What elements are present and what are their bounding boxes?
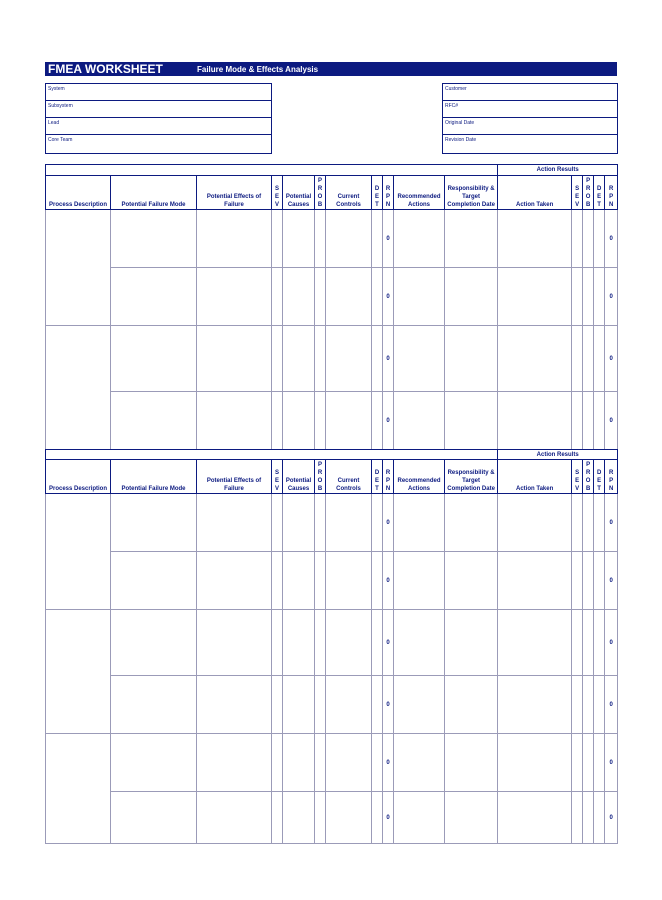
recommended-cell[interactable] bbox=[394, 210, 445, 268]
col-prob: P R O B bbox=[315, 460, 326, 494]
result-det-cell[interactable] bbox=[594, 392, 605, 450]
col-potential-effects: Potential Effects of Failure bbox=[197, 176, 272, 210]
fmea-table-2 bbox=[45, 449, 618, 844]
effects-cell[interactable] bbox=[197, 494, 272, 552]
result-rpn-value: 0 bbox=[605, 210, 618, 268]
sev-cell[interactable] bbox=[272, 268, 283, 326]
result-sev-cell[interactable] bbox=[572, 552, 583, 610]
responsibility-cell[interactable] bbox=[445, 676, 498, 734]
core-team-label: Core Team bbox=[48, 137, 73, 143]
det-cell[interactable] bbox=[372, 268, 383, 326]
result-rpn-value: 0 bbox=[605, 734, 618, 792]
sev-cell[interactable] bbox=[272, 792, 283, 844]
responsibility-cell[interactable] bbox=[445, 552, 498, 610]
controls-cell[interactable] bbox=[326, 210, 372, 268]
rpn-value: 0 bbox=[383, 552, 394, 610]
failure-mode-cell[interactable] bbox=[111, 326, 197, 392]
det-cell[interactable] bbox=[372, 792, 383, 844]
rpn-value: 0 bbox=[383, 268, 394, 326]
col-process-description: Process Description bbox=[46, 460, 111, 494]
result-prob-cell[interactable] bbox=[583, 268, 594, 326]
result-rpn-value: 0 bbox=[605, 676, 618, 734]
responsibility-cell[interactable] bbox=[445, 610, 498, 676]
rpn-value: 0 bbox=[383, 734, 394, 792]
worksheet-title: FMEA WORKSHEET bbox=[48, 62, 163, 76]
action-results-header: Action Results bbox=[498, 450, 618, 460]
col-result-rpn: R P N bbox=[605, 176, 618, 210]
col-responsibility: Responsibility & Target Completion Date bbox=[445, 460, 498, 494]
table-row bbox=[46, 792, 618, 844]
controls-cell[interactable] bbox=[326, 268, 372, 326]
col-result-det: D E T bbox=[594, 176, 605, 210]
result-prob-cell[interactable] bbox=[583, 494, 594, 552]
table-row bbox=[46, 610, 618, 676]
sev-cell[interactable] bbox=[272, 326, 283, 392]
effects-cell[interactable] bbox=[197, 392, 272, 450]
col-result-sev: S E V bbox=[572, 176, 583, 210]
sev-cell[interactable] bbox=[272, 552, 283, 610]
col-sev: S E V bbox=[272, 176, 283, 210]
result-sev-cell[interactable] bbox=[572, 610, 583, 676]
sev-cell[interactable] bbox=[272, 610, 283, 676]
col-responsibility: Responsibility & Target Completion Date bbox=[445, 176, 498, 210]
prob-cell[interactable] bbox=[315, 676, 326, 734]
result-det-cell[interactable] bbox=[594, 676, 605, 734]
result-sev-cell[interactable] bbox=[572, 792, 583, 844]
rpn-value: 0 bbox=[383, 210, 394, 268]
rpn-value: 0 bbox=[383, 792, 394, 844]
causes-cell[interactable] bbox=[283, 676, 315, 734]
failure-mode-cell[interactable] bbox=[111, 268, 197, 326]
failure-mode-cell[interactable] bbox=[111, 792, 197, 844]
result-rpn-value: 0 bbox=[605, 326, 618, 392]
causes-cell[interactable] bbox=[283, 268, 315, 326]
causes-cell[interactable] bbox=[283, 392, 315, 450]
det-cell[interactable] bbox=[372, 326, 383, 392]
result-sev-cell[interactable] bbox=[572, 326, 583, 392]
causes-cell[interactable] bbox=[283, 210, 315, 268]
customer-label: Customer bbox=[445, 86, 467, 92]
responsibility-cell[interactable] bbox=[445, 326, 498, 392]
col-potential-causes: Potential Causes bbox=[283, 460, 315, 494]
table-row bbox=[46, 552, 618, 610]
result-prob-cell[interactable] bbox=[583, 392, 594, 450]
recommended-cell[interactable] bbox=[394, 676, 445, 734]
result-rpn-value: 0 bbox=[605, 392, 618, 450]
prob-cell[interactable] bbox=[315, 494, 326, 552]
det-cell[interactable] bbox=[372, 734, 383, 792]
result-rpn-value: 0 bbox=[605, 268, 618, 326]
controls-cell[interactable] bbox=[326, 610, 372, 676]
col-det: D E T bbox=[372, 176, 383, 210]
det-cell[interactable] bbox=[372, 552, 383, 610]
right-info-box bbox=[442, 83, 618, 154]
col-potential-failure-mode: Potential Failure Mode bbox=[111, 176, 197, 210]
result-sev-cell[interactable] bbox=[572, 392, 583, 450]
controls-cell[interactable] bbox=[326, 552, 372, 610]
result-det-cell[interactable] bbox=[594, 326, 605, 392]
recommended-cell[interactable] bbox=[394, 610, 445, 676]
controls-cell[interactable] bbox=[326, 326, 372, 392]
action-taken-cell[interactable] bbox=[498, 392, 572, 450]
action-taken-cell[interactable] bbox=[498, 676, 572, 734]
col-sev: S E V bbox=[272, 460, 283, 494]
causes-cell[interactable] bbox=[283, 326, 315, 392]
result-det-cell[interactable] bbox=[594, 552, 605, 610]
worksheet-title-bar bbox=[45, 62, 617, 76]
action-taken-cell[interactable] bbox=[498, 610, 572, 676]
result-rpn-value: 0 bbox=[605, 552, 618, 610]
system-field[interactable] bbox=[46, 84, 271, 101]
result-prob-cell[interactable] bbox=[583, 326, 594, 392]
effects-cell[interactable] bbox=[197, 734, 272, 792]
table-row bbox=[46, 392, 618, 450]
table-row bbox=[46, 210, 618, 268]
original-date-label: Original Date bbox=[445, 120, 475, 126]
fmea-table-1 bbox=[45, 164, 618, 450]
controls-cell[interactable] bbox=[326, 734, 372, 792]
result-prob-cell[interactable] bbox=[583, 610, 594, 676]
result-det-cell[interactable] bbox=[594, 494, 605, 552]
prob-cell[interactable] bbox=[315, 734, 326, 792]
result-prob-cell[interactable] bbox=[583, 792, 594, 844]
failure-mode-cell[interactable] bbox=[111, 610, 197, 676]
prob-cell[interactable] bbox=[315, 610, 326, 676]
customer-field[interactable] bbox=[443, 84, 617, 101]
subsystem-label: Subsystem bbox=[48, 103, 73, 109]
controls-cell[interactable] bbox=[326, 676, 372, 734]
lead-label: Lead bbox=[48, 120, 60, 126]
rpn-value: 0 bbox=[383, 494, 394, 552]
effects-cell[interactable] bbox=[197, 326, 272, 392]
result-det-cell[interactable] bbox=[594, 210, 605, 268]
col-det: D E T bbox=[372, 460, 383, 494]
col-result-det: D E T bbox=[594, 460, 605, 494]
det-cell[interactable] bbox=[372, 676, 383, 734]
recommended-cell[interactable] bbox=[394, 552, 445, 610]
process-cell[interactable] bbox=[46, 326, 111, 450]
result-det-cell[interactable] bbox=[594, 792, 605, 844]
result-sev-cell[interactable] bbox=[572, 676, 583, 734]
failure-mode-cell[interactable] bbox=[111, 552, 197, 610]
effects-cell[interactable] bbox=[197, 552, 272, 610]
col-recommended-actions: Recommended Actions bbox=[394, 176, 445, 210]
result-sev-cell[interactable] bbox=[572, 734, 583, 792]
controls-cell[interactable] bbox=[326, 792, 372, 844]
worksheet-section-1 bbox=[45, 164, 617, 450]
effects-cell[interactable] bbox=[197, 610, 272, 676]
result-prob-cell[interactable] bbox=[583, 210, 594, 268]
col-rpn: R P N bbox=[383, 460, 394, 494]
prob-cell[interactable] bbox=[315, 268, 326, 326]
recommended-cell[interactable] bbox=[394, 268, 445, 326]
lead-field[interactable] bbox=[46, 118, 271, 135]
sev-cell[interactable] bbox=[272, 392, 283, 450]
responsibility-cell[interactable] bbox=[445, 792, 498, 844]
causes-cell[interactable] bbox=[283, 552, 315, 610]
action-taken-cell[interactable] bbox=[498, 552, 572, 610]
col-potential-effects: Potential Effects of Failure bbox=[197, 460, 272, 494]
col-current-controls: Current Controls bbox=[326, 460, 372, 494]
result-rpn-value: 0 bbox=[605, 792, 618, 844]
failure-mode-cell[interactable] bbox=[111, 210, 197, 268]
controls-cell[interactable] bbox=[326, 392, 372, 450]
rpn-value: 0 bbox=[383, 326, 394, 392]
failure-mode-cell[interactable] bbox=[111, 676, 197, 734]
result-det-cell[interactable] bbox=[594, 610, 605, 676]
det-cell[interactable] bbox=[372, 610, 383, 676]
recommended-cell[interactable] bbox=[394, 326, 445, 392]
rpn-value: 0 bbox=[383, 392, 394, 450]
result-rpn-value: 0 bbox=[605, 494, 618, 552]
process-cell[interactable] bbox=[46, 494, 111, 610]
worksheet-section-2 bbox=[45, 449, 617, 844]
controls-cell[interactable] bbox=[326, 494, 372, 552]
col-potential-causes: Potential Causes bbox=[283, 176, 315, 210]
prob-cell[interactable] bbox=[315, 326, 326, 392]
action-taken-cell[interactable] bbox=[498, 210, 572, 268]
action-taken-cell[interactable] bbox=[498, 734, 572, 792]
table-row bbox=[46, 676, 618, 734]
col-result-rpn: R P N bbox=[605, 460, 618, 494]
recommended-cell[interactable] bbox=[394, 392, 445, 450]
core-team-field[interactable] bbox=[46, 135, 271, 152]
result-det-cell[interactable] bbox=[594, 268, 605, 326]
result-prob-cell[interactable] bbox=[583, 734, 594, 792]
effects-cell[interactable] bbox=[197, 210, 272, 268]
action-taken-cell[interactable] bbox=[498, 268, 572, 326]
col-result-prob: P R O B bbox=[583, 460, 594, 494]
revision-date-label: Revision Date bbox=[445, 137, 477, 143]
col-action-taken: Action Taken bbox=[498, 176, 572, 210]
responsibility-cell[interactable] bbox=[445, 210, 498, 268]
det-cell[interactable] bbox=[372, 210, 383, 268]
prob-cell[interactable] bbox=[315, 792, 326, 844]
process-cell[interactable] bbox=[46, 610, 111, 734]
recommended-cell[interactable] bbox=[394, 494, 445, 552]
causes-cell[interactable] bbox=[283, 792, 315, 844]
responsibility-cell[interactable] bbox=[445, 392, 498, 450]
col-current-controls: Current Controls bbox=[326, 176, 372, 210]
table-row bbox=[46, 326, 618, 392]
prob-cell[interactable] bbox=[315, 552, 326, 610]
col-result-sev: S E V bbox=[572, 460, 583, 494]
action-results-header: Action Results bbox=[498, 165, 618, 176]
result-sev-cell[interactable] bbox=[572, 210, 583, 268]
revision-date-field[interactable] bbox=[443, 135, 617, 152]
sev-cell[interactable] bbox=[272, 210, 283, 268]
rpn-value: 0 bbox=[383, 676, 394, 734]
prob-cell[interactable] bbox=[315, 210, 326, 268]
action-taken-cell[interactable] bbox=[498, 326, 572, 392]
process-cell[interactable] bbox=[46, 734, 111, 844]
col-prob: P R O B bbox=[315, 176, 326, 210]
sev-cell[interactable] bbox=[272, 734, 283, 792]
rfc-field[interactable] bbox=[443, 101, 617, 118]
col-result-prob: P R O B bbox=[583, 176, 594, 210]
section-top-line bbox=[46, 165, 498, 176]
responsibility-cell[interactable] bbox=[445, 734, 498, 792]
recommended-cell[interactable] bbox=[394, 792, 445, 844]
effects-cell[interactable] bbox=[197, 676, 272, 734]
result-prob-cell[interactable] bbox=[583, 552, 594, 610]
effects-cell[interactable] bbox=[197, 268, 272, 326]
failure-mode-cell[interactable] bbox=[111, 734, 197, 792]
original-date-field[interactable] bbox=[443, 118, 617, 135]
rpn-value: 0 bbox=[383, 610, 394, 676]
causes-cell[interactable] bbox=[283, 610, 315, 676]
action-taken-cell[interactable] bbox=[498, 792, 572, 844]
table-row bbox=[46, 494, 618, 552]
result-prob-cell[interactable] bbox=[583, 676, 594, 734]
process-cell[interactable] bbox=[46, 210, 111, 326]
det-cell[interactable] bbox=[372, 392, 383, 450]
left-info-box bbox=[45, 83, 272, 154]
section-top-line bbox=[46, 450, 498, 460]
table-row bbox=[46, 734, 618, 792]
result-det-cell[interactable] bbox=[594, 734, 605, 792]
responsibility-cell[interactable] bbox=[445, 494, 498, 552]
recommended-cell[interactable] bbox=[394, 734, 445, 792]
sev-cell[interactable] bbox=[272, 494, 283, 552]
det-cell[interactable] bbox=[372, 494, 383, 552]
sev-cell[interactable] bbox=[272, 676, 283, 734]
subsystem-field[interactable] bbox=[46, 101, 271, 118]
prob-cell[interactable] bbox=[315, 392, 326, 450]
causes-cell[interactable] bbox=[283, 734, 315, 792]
worksheet-subtitle: Failure Mode & Effects Analysis bbox=[197, 65, 319, 74]
col-process-description: Process Description bbox=[46, 176, 111, 210]
failure-mode-cell[interactable] bbox=[111, 392, 197, 450]
effects-cell[interactable] bbox=[197, 792, 272, 844]
table-row bbox=[46, 268, 618, 326]
result-sev-cell[interactable] bbox=[572, 494, 583, 552]
failure-mode-cell[interactable] bbox=[111, 494, 197, 552]
action-taken-cell[interactable] bbox=[498, 494, 572, 552]
causes-cell[interactable] bbox=[283, 494, 315, 552]
col-rpn: R P N bbox=[383, 176, 394, 210]
col-potential-failure-mode: Potential Failure Mode bbox=[111, 460, 197, 494]
result-sev-cell[interactable] bbox=[572, 268, 583, 326]
rfc-label: RFC# bbox=[445, 103, 459, 109]
col-recommended-actions: Recommended Actions bbox=[394, 460, 445, 494]
col-action-taken: Action Taken bbox=[498, 460, 572, 494]
responsibility-cell[interactable] bbox=[445, 268, 498, 326]
result-rpn-value: 0 bbox=[605, 610, 618, 676]
system-label: System bbox=[48, 86, 65, 92]
